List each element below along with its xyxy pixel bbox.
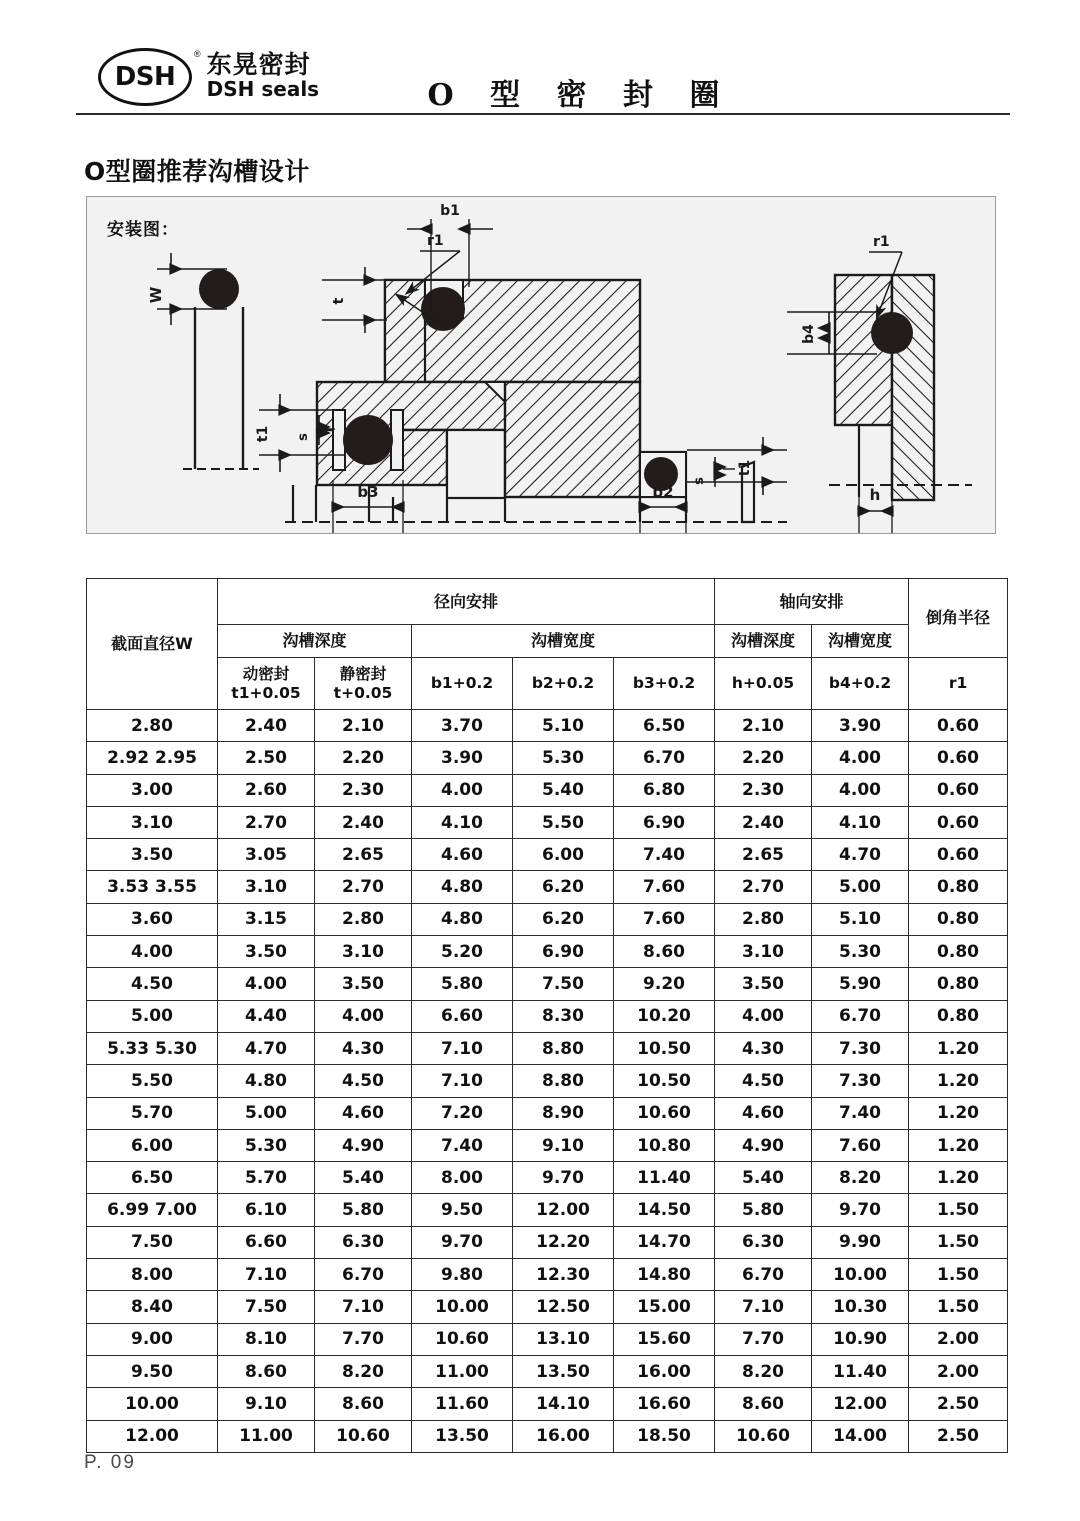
- table-cell: 10.60: [715, 1420, 812, 1452]
- table-cell: 5.30: [218, 1129, 315, 1161]
- table-row: [87, 903, 1008, 935]
- table-cell: 3.10: [315, 936, 412, 968]
- table-cell: 5.10: [513, 710, 614, 742]
- table-cell: 11.40: [812, 1355, 909, 1387]
- table-cell: 6.90: [513, 936, 614, 968]
- table-cell: 1.20: [909, 1162, 1008, 1194]
- table-row: [87, 968, 1008, 1000]
- table-cell: 9.20: [614, 968, 715, 1000]
- table-cell: 4.90: [315, 1129, 412, 1161]
- table-cell: 2.80: [715, 903, 812, 935]
- table-cell: 7.50: [513, 968, 614, 1000]
- table-cell: 11.60: [412, 1388, 513, 1420]
- table-cell: 5.20: [412, 936, 513, 968]
- th-b4: b4+0.2: [812, 658, 909, 710]
- table-cell: 11.00: [218, 1420, 315, 1452]
- table-cell: 3.50: [715, 968, 812, 1000]
- table-cell: 3.00: [87, 774, 218, 806]
- table-cell: 3.10: [715, 936, 812, 968]
- table-cell: 7.70: [315, 1323, 412, 1355]
- diagram-label-b1: b1: [440, 203, 460, 219]
- table-cell: 3.05: [218, 839, 315, 871]
- detail-axial-arrangement: [787, 234, 972, 534]
- table-cell: 13.50: [513, 1355, 614, 1387]
- table-cell: 14.50: [614, 1194, 715, 1226]
- table-cell: 3.60: [87, 903, 218, 935]
- table-cell: 8.30: [513, 1000, 614, 1032]
- table-row: [87, 1162, 1008, 1194]
- table-cell: 10.60: [614, 1097, 715, 1129]
- table-cell: 9.10: [218, 1388, 315, 1420]
- table-cell: 12.20: [513, 1226, 614, 1258]
- th-static-seal-formula: t+0.05: [333, 683, 393, 702]
- table-cell: 2.10: [315, 710, 412, 742]
- installation-diagram-panel: [86, 196, 996, 534]
- th-group-axial: 轴向安排: [715, 579, 909, 625]
- table-cell: 4.30: [715, 1032, 812, 1064]
- table-cell: 10.00: [87, 1388, 218, 1420]
- table-cell: 10.00: [812, 1259, 909, 1291]
- table-cell: 6.60: [412, 1000, 513, 1032]
- table-row: [87, 1420, 1008, 1452]
- table-cell: 5.40: [315, 1162, 412, 1194]
- table-cell: 5.30: [513, 742, 614, 774]
- th-group-radial: 径向安排: [218, 579, 715, 625]
- table-row: [87, 1097, 1008, 1129]
- table-cell: 6.70: [315, 1259, 412, 1291]
- table-cell: 14.70: [614, 1226, 715, 1258]
- table-cell: 2.50: [909, 1388, 1008, 1420]
- table-cell: 8.90: [513, 1097, 614, 1129]
- table-cell: 2.92 2.95: [87, 742, 218, 774]
- table-cell: 9.50: [87, 1355, 218, 1387]
- table-cell: 6.70: [812, 1000, 909, 1032]
- table-cell: 3.50: [218, 936, 315, 968]
- table-cell: 3.50: [87, 839, 218, 871]
- th-dynamic-seal: [218, 658, 315, 710]
- table-cell: 2.60: [218, 774, 315, 806]
- table-cell: 10.90: [812, 1323, 909, 1355]
- table-cell: 4.60: [412, 839, 513, 871]
- table-cell: 13.10: [513, 1323, 614, 1355]
- table-cell: 2.00: [909, 1355, 1008, 1387]
- table-row: [87, 871, 1008, 903]
- logo-mark-text: DSH: [114, 62, 176, 92]
- table-cell: 7.40: [812, 1097, 909, 1129]
- table-cell: 5.00: [812, 871, 909, 903]
- table-row: [87, 1065, 1008, 1097]
- oring-axial: [871, 312, 913, 354]
- table-cell: 0.60: [909, 806, 1008, 838]
- table-row: [87, 742, 1008, 774]
- table-cell: 7.50: [218, 1291, 315, 1323]
- table-cell: 8.80: [513, 1032, 614, 1064]
- section-title: O型圈推荐沟槽设计: [84, 157, 310, 186]
- table-cell: 7.10: [715, 1291, 812, 1323]
- table-cell: 6.30: [315, 1226, 412, 1258]
- groove-spec-table-body: [87, 710, 1008, 1453]
- th-radial-groove-width: 沟槽宽度: [412, 625, 715, 658]
- table-cell: 16.60: [614, 1388, 715, 1420]
- table-cell: 6.20: [513, 903, 614, 935]
- th-b3: b3+0.2: [614, 658, 715, 710]
- table-cell: 15.00: [614, 1291, 715, 1323]
- table-cell: 9.00: [87, 1323, 218, 1355]
- table-cell: 10.50: [614, 1032, 715, 1064]
- page-header: [0, 0, 1080, 122]
- table-cell: 3.10: [87, 806, 218, 838]
- table-cell: 10.60: [315, 1420, 412, 1452]
- table-cell: 10.00: [412, 1291, 513, 1323]
- table-cell: 9.70: [412, 1226, 513, 1258]
- table-cell: 15.60: [614, 1323, 715, 1355]
- table-cell: 3.50: [315, 968, 412, 1000]
- table-cell: 0.80: [909, 1000, 1008, 1032]
- table-row: [87, 1000, 1008, 1032]
- table-cell: 6.20: [513, 871, 614, 903]
- table-cell: 4.10: [412, 806, 513, 838]
- table-cell: 3.90: [412, 742, 513, 774]
- table-cell: 2.30: [715, 774, 812, 806]
- table-cell: 6.80: [614, 774, 715, 806]
- table-cell: 1.20: [909, 1097, 1008, 1129]
- table-cell: 7.40: [412, 1129, 513, 1161]
- table-cell: 6.00: [513, 839, 614, 871]
- diagram-label-r1-center: r1: [427, 233, 444, 249]
- diagram-label-w: W: [147, 286, 165, 304]
- diagram-label-t: t: [331, 297, 347, 305]
- table-row: [87, 936, 1008, 968]
- table-cell: 8.20: [715, 1355, 812, 1387]
- table-cell: 4.50: [87, 968, 218, 1000]
- table-cell: 5.33 5.30: [87, 1032, 218, 1064]
- table-cell: 4.60: [315, 1097, 412, 1129]
- table-cell: 0.80: [909, 903, 1008, 935]
- table-cell: 10.30: [812, 1291, 909, 1323]
- diagram-label-t1-right: t1: [737, 459, 753, 477]
- table-cell: 3.70: [412, 710, 513, 742]
- th-static-seal: [315, 658, 412, 710]
- table-cell: 7.40: [614, 839, 715, 871]
- table-cell: 2.65: [715, 839, 812, 871]
- table-cell: 4.50: [715, 1065, 812, 1097]
- brand-name-cn: 东晃密封: [206, 50, 311, 79]
- th-section-diameter: 截面直径W: [87, 579, 218, 710]
- diagram-label-h: h: [869, 486, 881, 504]
- table-cell: 9.10: [513, 1129, 614, 1161]
- table-cell: 3.10: [218, 871, 315, 903]
- table-row: [87, 1226, 1008, 1258]
- table-cell: 1.50: [909, 1259, 1008, 1291]
- oring-middle: [343, 415, 393, 465]
- table-cell: 2.50: [218, 742, 315, 774]
- th-group-chamfer: 倒角半径: [909, 579, 1008, 658]
- table-cell: 8.00: [412, 1162, 513, 1194]
- table-cell: 5.10: [812, 903, 909, 935]
- table-cell: 4.00: [315, 1000, 412, 1032]
- table-cell: 7.60: [614, 871, 715, 903]
- table-cell: 2.50: [909, 1420, 1008, 1452]
- table-cell: 4.80: [218, 1065, 315, 1097]
- table-cell: 5.40: [715, 1162, 812, 1194]
- table-cell: 7.10: [412, 1032, 513, 1064]
- table-cell: 6.00: [87, 1129, 218, 1161]
- table-cell: 1.20: [909, 1129, 1008, 1161]
- table-cell: 5.90: [812, 968, 909, 1000]
- table-cell: 8.80: [513, 1065, 614, 1097]
- table-cell: 10.80: [614, 1129, 715, 1161]
- table-cell: 6.50: [87, 1162, 218, 1194]
- table-cell: 1.20: [909, 1032, 1008, 1064]
- table-cell: 7.30: [812, 1065, 909, 1097]
- table-cell: 12.00: [87, 1420, 218, 1452]
- table-cell: 7.70: [715, 1323, 812, 1355]
- table-cell: 9.50: [412, 1194, 513, 1226]
- table-cell: 5.80: [715, 1194, 812, 1226]
- table-cell: 4.10: [812, 806, 909, 838]
- th-axial-groove-depth: 沟槽深度: [715, 625, 812, 658]
- table-cell: 8.20: [315, 1355, 412, 1387]
- table-cell: 12.30: [513, 1259, 614, 1291]
- table-cell: 4.90: [715, 1129, 812, 1161]
- table-cell: 8.60: [315, 1388, 412, 1420]
- table-cell: 6.70: [715, 1259, 812, 1291]
- table-cell: 7.10: [412, 1065, 513, 1097]
- th-h: h+0.05: [715, 658, 812, 710]
- table-cell: 11.40: [614, 1162, 715, 1194]
- table-cell: 4.70: [218, 1032, 315, 1064]
- table-cell: 16.00: [513, 1420, 614, 1452]
- table-cell: 5.70: [87, 1097, 218, 1129]
- table-cell: 6.99 7.00: [87, 1194, 218, 1226]
- table-cell: 1.20: [909, 1065, 1008, 1097]
- th-static-seal-label: 静密封: [339, 664, 387, 683]
- th-r1: r1: [909, 658, 1008, 710]
- table-cell: 4.40: [218, 1000, 315, 1032]
- table-cell: 10.60: [412, 1323, 513, 1355]
- diagram-label-b3: b3: [357, 483, 379, 501]
- table-cell: 5.40: [513, 774, 614, 806]
- table-row: [87, 1032, 1008, 1064]
- th-dynamic-seal-label: 动密封: [242, 664, 290, 683]
- table-cell: 5.50: [87, 1065, 218, 1097]
- page-title: O 型 密 封 圈: [427, 78, 733, 113]
- table-cell: 4.00: [218, 968, 315, 1000]
- table-cell: 9.70: [812, 1194, 909, 1226]
- table-cell: 8.60: [715, 1388, 812, 1420]
- table-cell: 2.70: [715, 871, 812, 903]
- table-cell: 5.00: [218, 1097, 315, 1129]
- table-cell: 3.90: [812, 710, 909, 742]
- table-cell: 0.80: [909, 871, 1008, 903]
- table-cell: 2.65: [315, 839, 412, 871]
- table-cell: 9.70: [513, 1162, 614, 1194]
- header-divider: [76, 113, 1010, 115]
- table-cell: 2.30: [315, 774, 412, 806]
- table-row: [87, 1323, 1008, 1355]
- table-row: [87, 806, 1008, 838]
- diagram-label-t1-left: t1: [255, 425, 271, 443]
- diagram-label-r1-right: r1: [873, 234, 890, 250]
- table-cell: 7.60: [812, 1129, 909, 1161]
- table-cell: 5.70: [218, 1162, 315, 1194]
- page-number: P. 09: [84, 1452, 136, 1473]
- table-cell: 8.60: [218, 1355, 315, 1387]
- installation-diagram-svg: [87, 197, 996, 534]
- th-dynamic-seal-formula: t1+0.05: [231, 683, 301, 702]
- table-cell: 1.50: [909, 1226, 1008, 1258]
- table-cell: 4.00: [812, 774, 909, 806]
- th-b1: b1+0.2: [412, 658, 513, 710]
- table-cell: 7.10: [315, 1291, 412, 1323]
- table-cell: 4.50: [315, 1065, 412, 1097]
- table-cell: 2.40: [715, 806, 812, 838]
- table-row: [87, 710, 1008, 742]
- table-cell: 4.00: [812, 742, 909, 774]
- table-cell: 9.80: [412, 1259, 513, 1291]
- table-cell: 8.20: [812, 1162, 909, 1194]
- table-row: [87, 839, 1008, 871]
- table-cell: 14.80: [614, 1259, 715, 1291]
- table-cell: 2.40: [315, 806, 412, 838]
- detail-radial-arrangement: [255, 203, 787, 534]
- table-cell: 6.30: [715, 1226, 812, 1258]
- table-cell: 4.00: [87, 936, 218, 968]
- table-cell: 6.70: [614, 742, 715, 774]
- brand-name-en: DSH seals: [206, 77, 320, 102]
- table-cell: 4.80: [412, 903, 513, 935]
- table-cell: 2.80: [315, 903, 412, 935]
- table-cell: 3.15: [218, 903, 315, 935]
- oring-upper: [421, 287, 465, 331]
- table-cell: 10.20: [614, 1000, 715, 1032]
- table-cell: 11.00: [412, 1355, 513, 1387]
- table-cell: 2.10: [715, 710, 812, 742]
- table-row: [87, 1129, 1008, 1161]
- table-cell: 7.30: [812, 1032, 909, 1064]
- table-cell: 12.00: [812, 1388, 909, 1420]
- table-cell: 7.10: [218, 1259, 315, 1291]
- registered-trademark-icon: ®: [194, 49, 201, 59]
- table-cell: 3.53 3.55: [87, 871, 218, 903]
- table-cell: 8.60: [614, 936, 715, 968]
- table-cell: 0.60: [909, 710, 1008, 742]
- table-cell: 5.80: [412, 968, 513, 1000]
- table-cell: 2.40: [218, 710, 315, 742]
- table-cell: 13.50: [412, 1420, 513, 1452]
- table-cell: 1.50: [909, 1291, 1008, 1323]
- table-cell: 7.60: [614, 903, 715, 935]
- th-radial-groove-depth: 沟槽深度: [218, 625, 412, 658]
- table-cell: 1.50: [909, 1194, 1008, 1226]
- table-cell: 2.20: [715, 742, 812, 774]
- table-cell: 6.60: [218, 1226, 315, 1258]
- table-cell: 18.50: [614, 1420, 715, 1452]
- table-cell: 2.70: [218, 806, 315, 838]
- table-cell: 5.30: [812, 936, 909, 968]
- table-cell: 14.00: [812, 1420, 909, 1452]
- groove-spec-table: [86, 578, 1008, 1453]
- table-cell: 7.20: [412, 1097, 513, 1129]
- table-cell: 4.00: [412, 774, 513, 806]
- table-cell: 6.50: [614, 710, 715, 742]
- table-cell: 7.50: [87, 1226, 218, 1258]
- table-cell: 4.80: [412, 871, 513, 903]
- table-cell: 0.60: [909, 839, 1008, 871]
- table-cell: 5.00: [87, 1000, 218, 1032]
- diagram-label-s-left: s: [296, 433, 311, 441]
- th-b2: b2+0.2: [513, 658, 614, 710]
- table-cell: 0.80: [909, 968, 1008, 1000]
- table-cell: 0.80: [909, 936, 1008, 968]
- table-cell: 4.60: [715, 1097, 812, 1129]
- table-cell: 12.00: [513, 1194, 614, 1226]
- table-row: [87, 1355, 1008, 1387]
- table-row: [87, 1259, 1008, 1291]
- table-cell: 2.00: [909, 1323, 1008, 1355]
- table-cell: 4.70: [812, 839, 909, 871]
- table-row: [87, 1194, 1008, 1226]
- table-cell: 8.40: [87, 1291, 218, 1323]
- diagram-label-b4: b4: [801, 324, 817, 344]
- table-cell: 2.70: [315, 871, 412, 903]
- table-cell: 10.50: [614, 1065, 715, 1097]
- table-cell: 6.10: [218, 1194, 315, 1226]
- groove-spec-table-wrap: [86, 578, 995, 1453]
- table-cell: 8.10: [218, 1323, 315, 1355]
- table-cell: 12.50: [513, 1291, 614, 1323]
- table-cell: 2.80: [87, 710, 218, 742]
- diagram-label-b2: b2: [652, 483, 674, 501]
- diagram-caption: 安装图：: [107, 220, 179, 240]
- table-cell: 5.50: [513, 806, 614, 838]
- diagram-label-s-right: s: [692, 477, 707, 485]
- table-cell: 4.00: [715, 1000, 812, 1032]
- detail-cross-section-w: [147, 253, 259, 469]
- table-cell: 6.90: [614, 806, 715, 838]
- table-cell: 4.30: [315, 1032, 412, 1064]
- table-cell: 5.80: [315, 1194, 412, 1226]
- th-axial-groove-width: 沟槽宽度: [812, 625, 909, 658]
- table-row: [87, 1388, 1008, 1420]
- table-cell: 8.00: [87, 1259, 218, 1291]
- table-row: [87, 774, 1008, 806]
- table-cell: 0.60: [909, 742, 1008, 774]
- table-cell: 9.90: [812, 1226, 909, 1258]
- table-cell: 16.00: [614, 1355, 715, 1387]
- table-cell: 0.60: [909, 774, 1008, 806]
- table-cell: 14.10: [513, 1388, 614, 1420]
- table-row: [87, 1291, 1008, 1323]
- table-cell: 2.20: [315, 742, 412, 774]
